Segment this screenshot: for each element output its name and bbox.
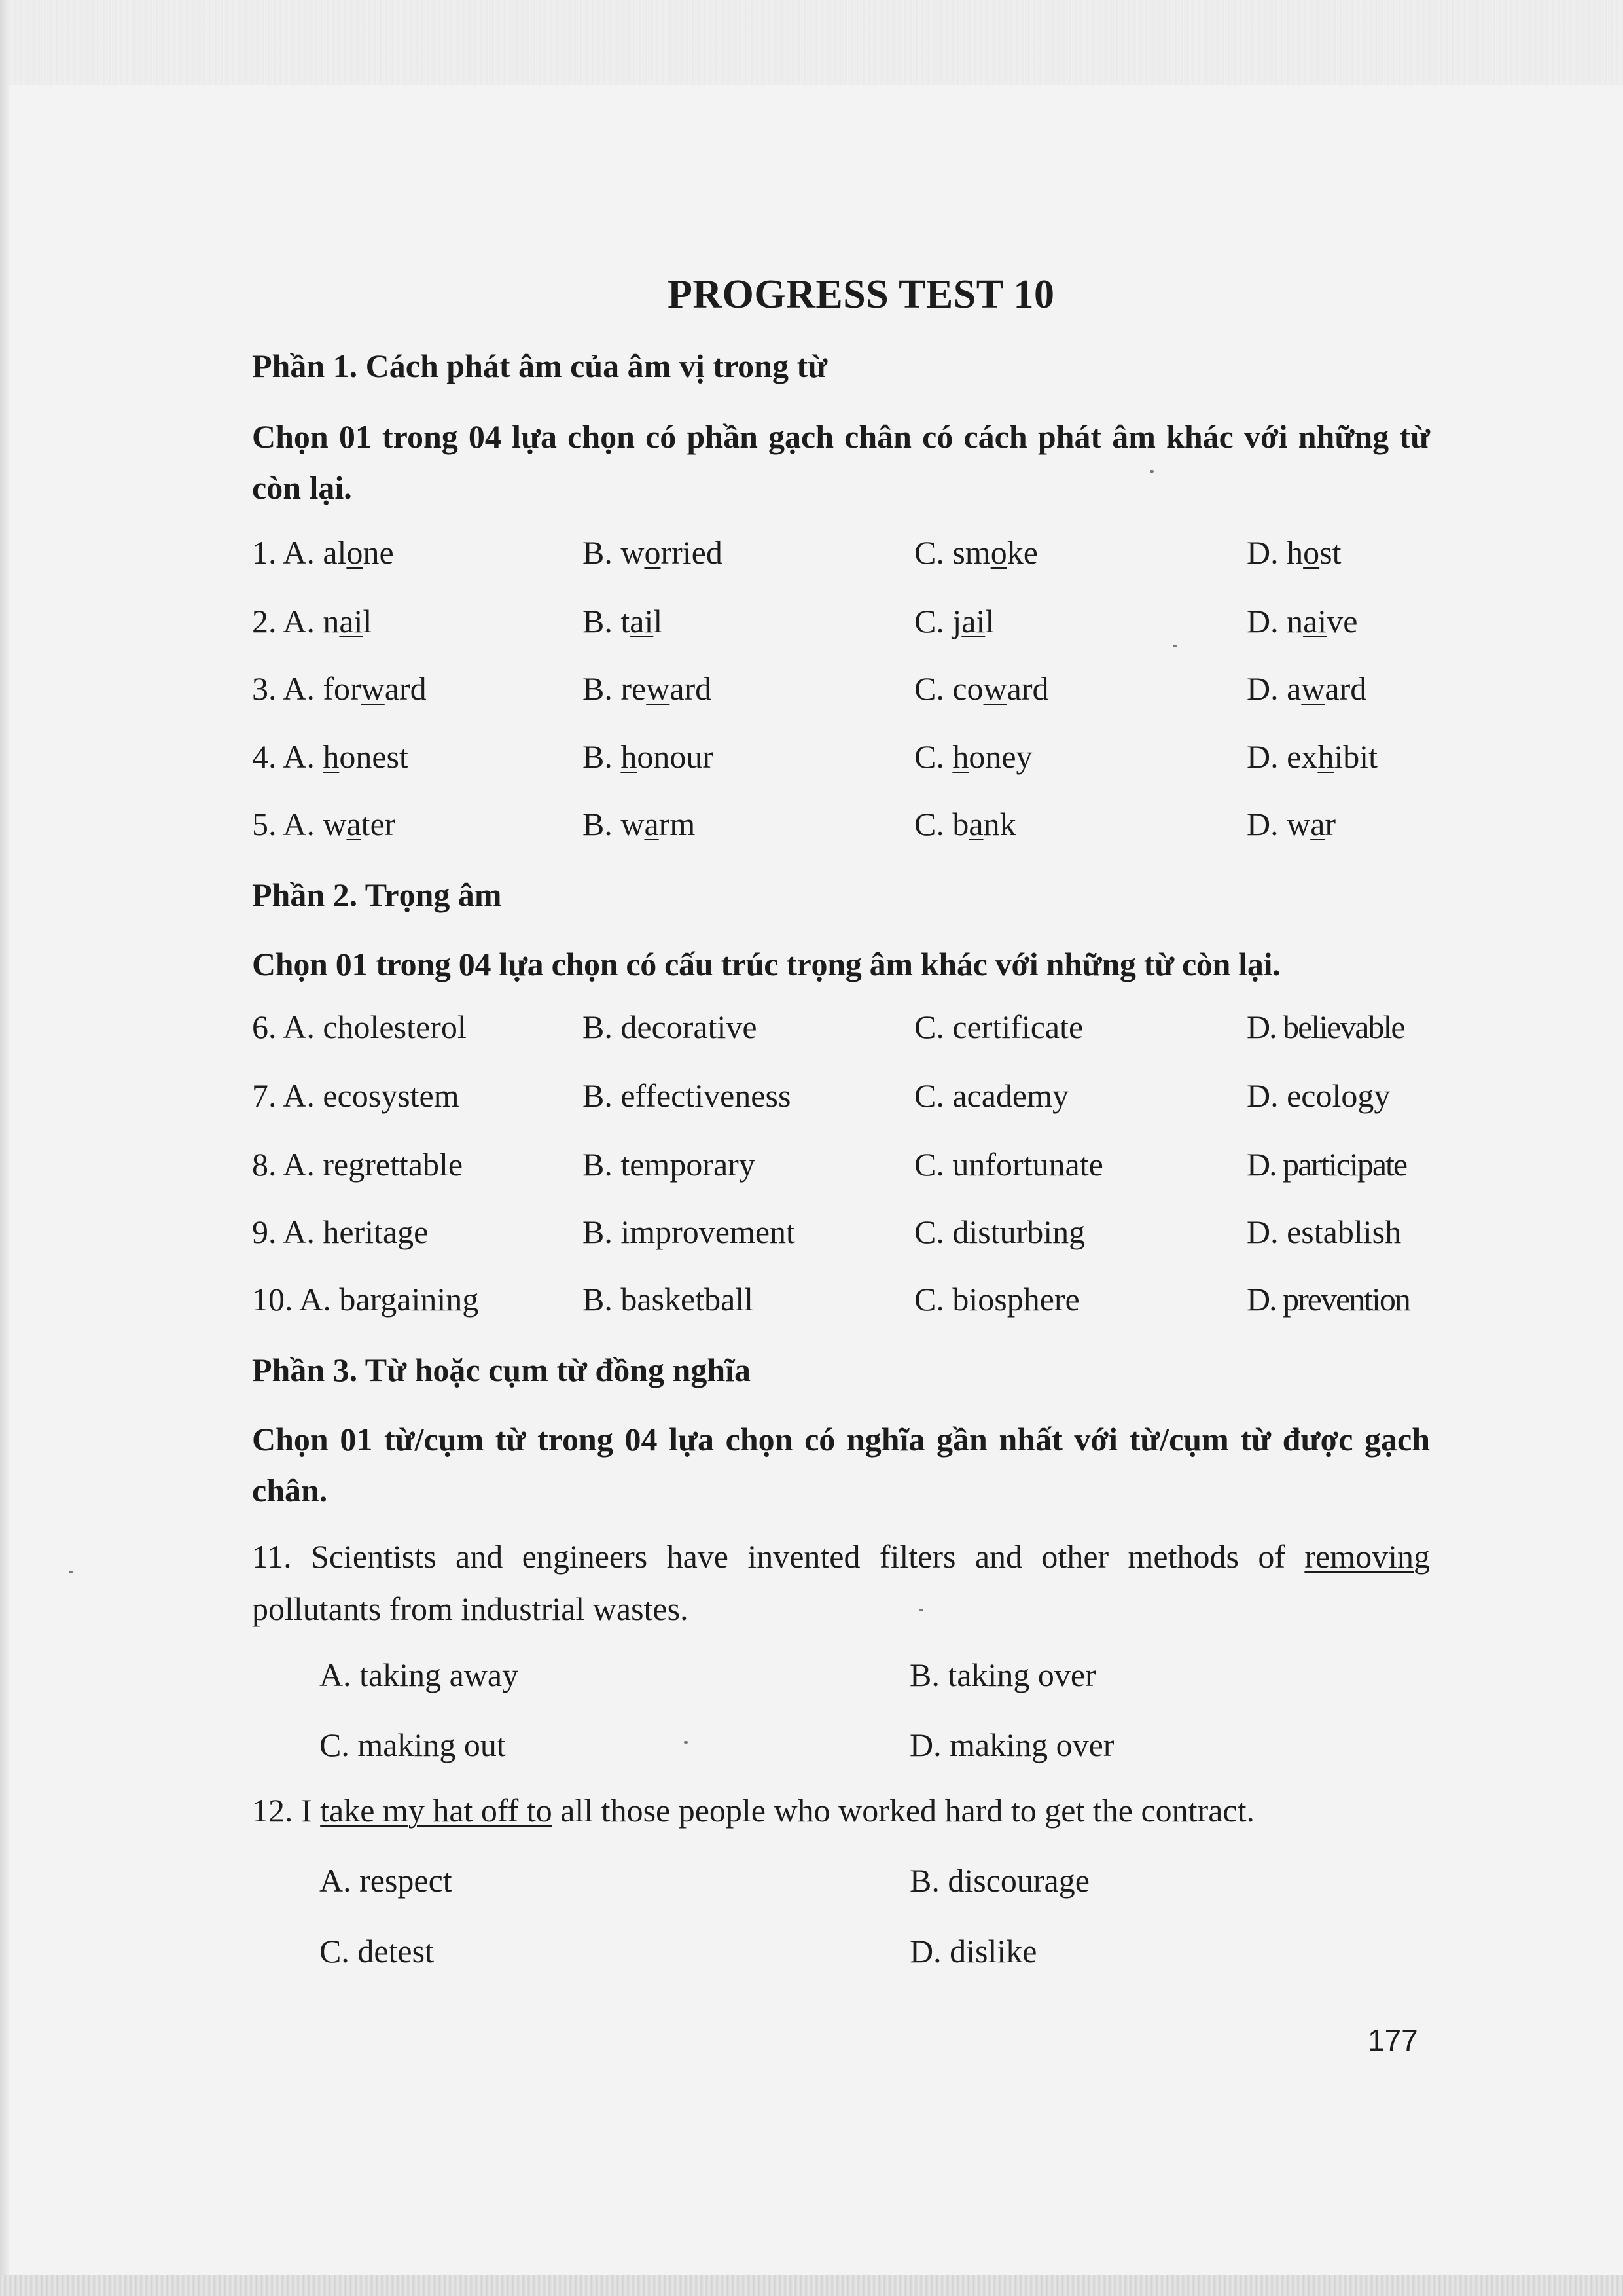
scan-speck — [1173, 645, 1177, 647]
option-10d: D. prevention — [1247, 1281, 1410, 1318]
scan-speck — [1150, 470, 1154, 473]
option-9c: C. disturbing — [914, 1213, 1086, 1250]
option-8b: B. temporary — [582, 1146, 755, 1183]
option-4d: D. exhibit — [1247, 738, 1378, 775]
option-4a: 4. A. honest — [252, 738, 408, 775]
option-11d: D. making over — [910, 1727, 1115, 1763]
option-4c: C. honey — [914, 738, 1033, 775]
option-10a: 10. A. bargaining — [252, 1281, 479, 1318]
option-5a: 5. A. water — [252, 806, 396, 842]
question-row-2 — [252, 602, 1430, 648]
part3-instruction: Chọn 01 từ/cụm từ trong 04 lựa chọn có nghĩa gần nhất với từ/cụm từ được gạch chân. — [252, 1421, 1430, 1509]
option-7b: B. effectiveness — [582, 1077, 791, 1114]
option-2c: C. jail — [914, 603, 995, 639]
option-7c: C. academy — [914, 1077, 1069, 1114]
option-5b: B. warm — [582, 806, 696, 842]
question-row-6 — [252, 1008, 1430, 1054]
scan-noise-bottom — [0, 2275, 1623, 2296]
option-6a: 6. A. cholesterol — [252, 1009, 467, 1045]
option-3a: 3. A. forward — [252, 670, 427, 707]
option-3c: C. coward — [914, 670, 1049, 707]
page-number: 177 — [1368, 2023, 1418, 2057]
part2-heading: Phần 2. Trọng âm — [252, 876, 502, 913]
option-12b: B. discourage — [910, 1862, 1090, 1899]
option-7a: 7. A. ecosystem — [252, 1077, 459, 1114]
option-1c: C. smoke — [914, 534, 1038, 571]
option-5c: C. bank — [914, 806, 1016, 842]
option-3b: B. reward — [582, 670, 712, 707]
option-9a: 9. A. heritage — [252, 1213, 429, 1250]
question-row-9 — [252, 1213, 1430, 1259]
scan-speck — [919, 1609, 923, 1611]
option-1a: 1. A. alone — [252, 534, 394, 571]
option-12a: A. respect — [319, 1862, 452, 1899]
question-row-5 — [252, 805, 1430, 851]
option-11b: B. taking over — [910, 1657, 1096, 1693]
question-11: 11. Scientists and engineers have invented filters and other methods of removing pollutants from industrial wastes. — [252, 1538, 1430, 1627]
option-10b: B. basketball — [582, 1281, 754, 1318]
question-row-4 — [252, 738, 1430, 783]
option-6d: D. believable — [1247, 1009, 1404, 1045]
option-2a: 2. A. nail — [252, 603, 372, 639]
option-12c: C. detest — [319, 1933, 434, 1969]
option-12d: D. dislike — [910, 1933, 1037, 1969]
question-row-10 — [252, 1280, 1430, 1326]
option-10c: C. biosphere — [914, 1281, 1080, 1318]
option-4b: B. honour — [582, 738, 714, 775]
option-3d: D. award — [1247, 670, 1367, 707]
option-9b: B. improvement — [582, 1213, 795, 1250]
question-12: 12. I take my hat off to all those people who worked hard to get the contract. — [252, 1792, 1255, 1829]
scan-noise-top — [0, 0, 1623, 85]
scan-edge-left — [0, 0, 9, 2296]
question-row-7 — [252, 1077, 1430, 1122]
option-2b: B. tail — [582, 603, 663, 639]
question-row-8 — [252, 1145, 1430, 1191]
option-8a: 8. A. regrettable — [252, 1146, 463, 1183]
question-row-1 — [252, 533, 1430, 579]
part2-instruction: Chọn 01 trong 04 lựa chọn có cấu trúc trọng âm khác với những từ còn lại. — [252, 946, 1281, 982]
option-7d: D. ecology — [1247, 1077, 1391, 1114]
scan-speck — [69, 1571, 73, 1573]
option-9d: D. establish — [1247, 1213, 1402, 1250]
part1-heading: Phần 1. Cách phát âm của âm vị trong từ — [252, 348, 828, 384]
option-8d: D. participate — [1247, 1146, 1407, 1183]
question-row-3 — [252, 670, 1430, 715]
option-11a: A. taking away — [319, 1657, 519, 1693]
option-8c: C. unfortunate — [914, 1146, 1103, 1183]
option-5d: D. war — [1247, 806, 1336, 842]
part1-instruction: Chọn 01 trong 04 lựa chọn có phần gạch chân có cách phát âm khác với những từ còn lại. — [252, 418, 1430, 506]
option-1b: B. worried — [582, 534, 722, 571]
part3-heading: Phần 3. Từ hoặc cụm từ đồng nghĩa — [252, 1352, 751, 1388]
option-1d: D. host — [1247, 534, 1342, 571]
option-6c: C. certificate — [914, 1009, 1084, 1045]
option-6b: B. decorative — [582, 1009, 757, 1045]
scan-speck — [684, 1741, 688, 1744]
option-2d: D. naive — [1247, 603, 1358, 639]
option-11c: C. making out — [319, 1727, 506, 1763]
page-title: PROGRESS TEST 10 — [668, 272, 1055, 317]
